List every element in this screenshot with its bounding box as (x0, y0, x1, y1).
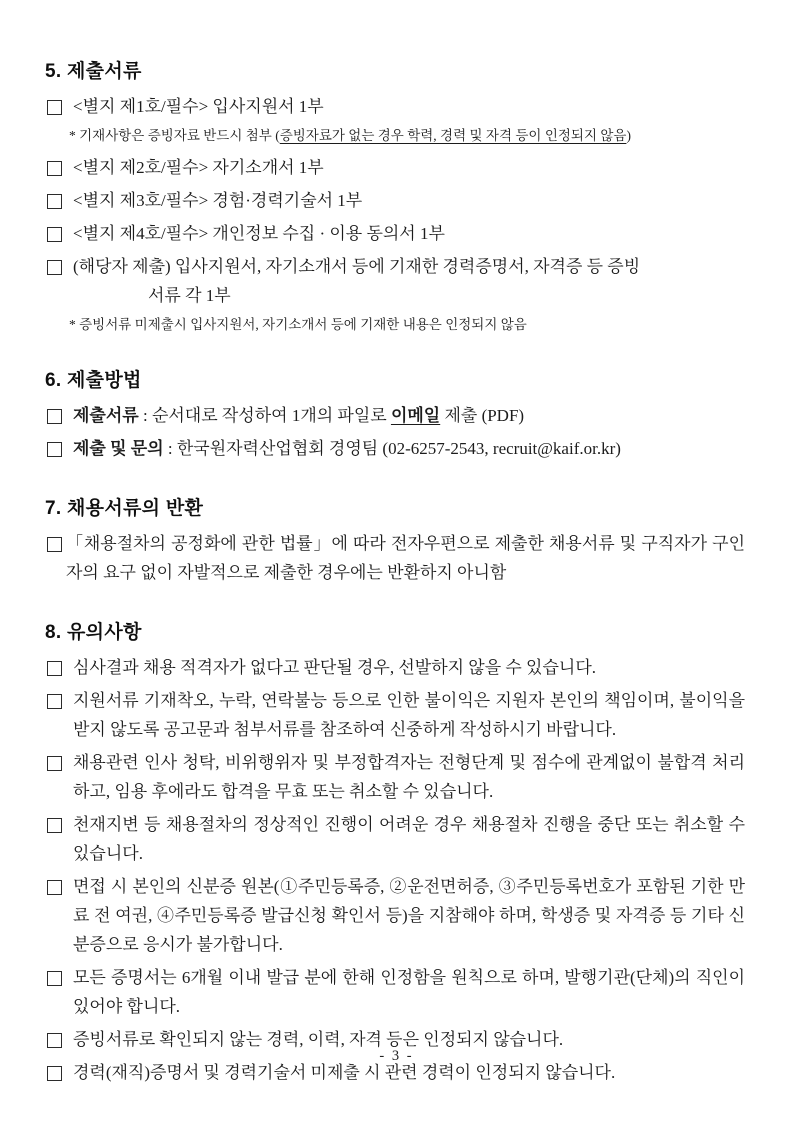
note-text: * 기재사항은 증빙자료 반드시 첨부 ( (69, 128, 280, 143)
checkbox-icon (47, 161, 62, 176)
checkbox-icon (47, 1066, 62, 1081)
item-text: 「채용절차의 공정화에 관한 법률」에 따라 전자우편으로 제출한 채용서류 및 구직자가 구인자의 요구 없이 자발적으로 제출한 경우에는 반환하지 아니함 (66, 534, 745, 582)
item-text (73, 401, 745, 430)
item-text: 지원서류 기재착오, 누락, 연락불능 등으로 인한 불이익은 지원자 본인의 책임이며, 불이익을 받지 않도록 공고문과 첨부서류를 참조하여 신중하게 작성하시기 바랍니다. (73, 691, 745, 739)
checkbox-icon (47, 194, 62, 209)
item-text (73, 434, 745, 463)
item-text: 경력(재직)증명서 및 경력기술서 미제출 시 관련 경력이 인정되지 않습니다. (73, 1063, 616, 1082)
list-item (47, 252, 745, 310)
checkbox-icon (47, 661, 62, 676)
item-text: <별지 제3호/필수> 경험·경력기술서 1부 (73, 191, 363, 210)
list-item (47, 653, 745, 682)
list-item (47, 153, 745, 182)
section-title: 5. 제출서류 (45, 61, 142, 82)
page-number: - 3 - (379, 1048, 414, 1064)
list-item (47, 872, 745, 959)
item-text: <별지 제4호/필수> 개인정보 수집 · 이용 동의서 1부 (73, 224, 445, 243)
separator: : (163, 439, 177, 458)
list-item (47, 401, 745, 430)
section-document-return (45, 493, 745, 587)
separator: : (138, 406, 152, 425)
list-item (47, 92, 745, 121)
section-title: 7. 채용서류의 반환 (45, 498, 204, 519)
note-text: * 증빙서류 미제출시 입사지원서, 자기소개서 등에 기재한 내용은 인정되지 않음 (69, 317, 527, 332)
checkbox-icon (47, 818, 62, 833)
list-item (47, 219, 745, 248)
list-item (47, 686, 745, 744)
checkbox-icon (47, 756, 62, 771)
item-text-end: 제출 (PDF) (440, 406, 525, 425)
checkbox-icon (47, 537, 62, 552)
item-label: 제출서류 (73, 406, 139, 425)
list-item (47, 434, 745, 463)
item-text: <별지 제2호/필수> 자기소개서 1부 (73, 158, 324, 177)
checkbox-icon (47, 1033, 62, 1048)
section-submission-method (45, 365, 745, 463)
checkbox-icon (47, 694, 62, 709)
item-text-line1: (해당자 제출) 입사지원서, 자기소개서 등에 기재한 경력증명서, 자격증 등 증빙 (73, 257, 641, 276)
item-text: <별지 제1호/필수> 입사지원서 1부 (73, 97, 324, 116)
note-text-end: ) (626, 128, 631, 143)
item-text-mid: 순서대로 작성하여 1개의 파일로 (151, 406, 391, 425)
item-text: 면접 시 본인의 신분증 원본(①주민등록증, ②운전면허증, ③주민등록번호가 포함된 기한 만료 전 여권, ④주민등록증 발급신청 확인서 등)을 지참해야 하며, 학생증 및 자격증 등 기타 신분증으로 응시가 불가합니다. (73, 877, 745, 954)
email-emphasis: 이메일 (390, 406, 441, 425)
section-submission-documents (45, 56, 745, 335)
contact-text: 한국원자력산업협회 경영팀 (02-6257-2543, recruit@kaif.or.kr) (176, 439, 621, 458)
item-text: 채용관련 인사 청탁, 비위행위자 및 부정합격자는 전형단계 및 점수에 관계없이 불합격 처리하고, 임용 후에라도 합격을 무효 또는 취소할 수 있습니다. (73, 753, 745, 801)
list-item (47, 529, 745, 587)
checkbox-icon (47, 409, 62, 424)
checkbox-icon (47, 100, 62, 115)
list-item (47, 963, 745, 1021)
item-text: 증빙서류로 확인되지 않는 경력, 이력, 자격 등은 인정되지 않습니다. (73, 1030, 564, 1049)
checkbox-icon (47, 260, 62, 275)
section-title: 8. 유의사항 (45, 622, 142, 643)
item-text: 심사결과 채용 적격자가 없다고 판단될 경우, 선발하지 않을 수 있습니다. (73, 658, 596, 677)
list-item (47, 186, 745, 215)
checkbox-icon (47, 227, 62, 242)
item-text: 천재지변 등 채용절차의 정상적인 진행이 어려운 경우 채용절차 진행을 중단 또는 취소할 수 있습니다. (73, 815, 745, 863)
section-title: 6. 제출방법 (45, 370, 142, 391)
item-label: 제출 및 문의 (73, 439, 164, 458)
item-text (73, 252, 745, 310)
section-notes (45, 617, 745, 1087)
checkbox-icon (47, 442, 62, 457)
note-underlined-text: 증빙자료가 없는 경우 학력, 경력 및 자격 등이 인정되지 않음 (279, 128, 627, 143)
list-item (47, 748, 745, 806)
item-note (69, 125, 745, 146)
item-note (69, 314, 745, 335)
list-item (47, 810, 745, 868)
checkbox-icon (47, 971, 62, 986)
item-text-line2: 서류 각 1부 (148, 286, 231, 305)
item-text: 모든 증명서는 6개월 이내 발급 분에 한해 인정함을 원칙으로 하며, 발행기관(단체)의 직인이 있어야 합니다. (73, 968, 745, 1016)
checkbox-icon (47, 880, 62, 895)
